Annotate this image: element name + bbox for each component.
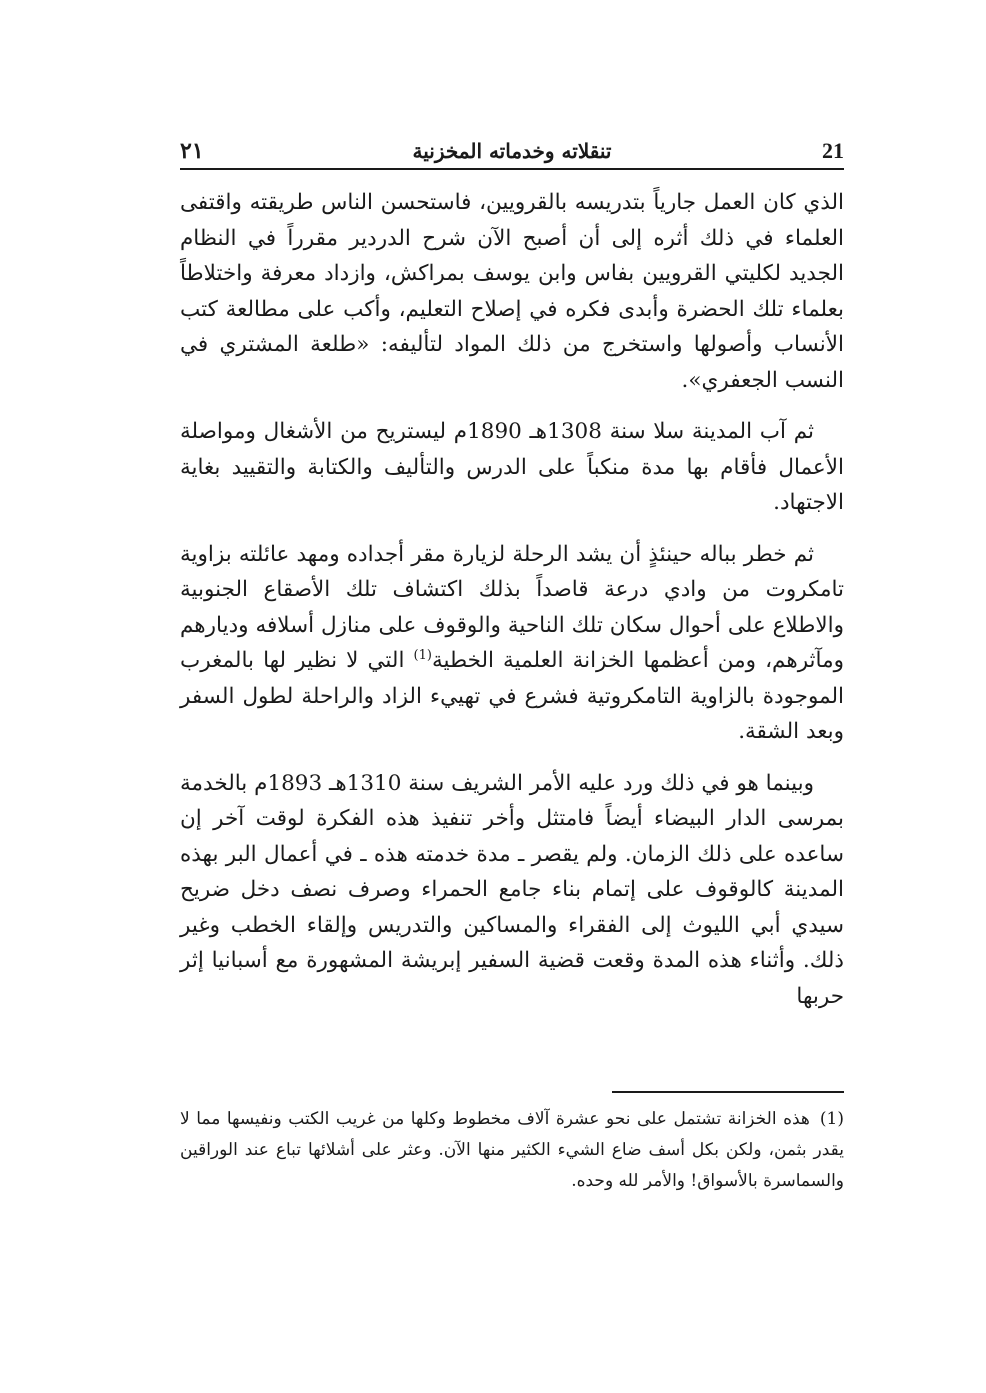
paragraph-3-continuation: بالمغرب الموجودة بالزاوية التامكروتية فشرع في تهييء الزاد والراحلة لطول السفر وبعد الشقة. bbox=[180, 648, 844, 744]
paragraph-1: الذي كان العمل جارياً بتدريسه بالقرويين، فاستحسن الناس طريقته واقتفى العلماء في ذلك أثره إلى أن أصبح الآن شرح الدردير مقرراً في النظام الجديد لكليتي القرويين بفاس وابن يوسف بمراكش، وازداد معرفة واختلاطاً بعلماء تلك الحضرة وأبدى فكره في إصلاح التعليم، وأكب على مطالعة كتب الأنساب وأصولها واستخرج من ذلك المواد لتأليفه: «طلعة المشتري في النسب الجعفري». bbox=[180, 190, 844, 393]
footnote-text: هذه الخزانة تشتمل على نحو عشرة آلاف مخطوط وكلها من غريب الكتب ونفيسها مما لا يقدر بثمن، ولكن بكل أسف ضاع الشيء الكثير منها الآن. وعثر على أشلائها تباع عند الوراقين والسماسرة بالأسواق! والأمر لله وحده. bbox=[180, 1109, 844, 1191]
paragraph-3-text: ثم خطر بباله حينئذٍ أن يشد الرحلة لزيارة مقر أجداده ومهد عائلته بزاوية تامكروت من وادي درعة قاصداً بذلك اكتشاف تلك الأصقاع الجنوبية والاطلاع على أحوال سكان تلك الناحية والوقوف على منازل أسلافه وديارهم ومآثرهم، ومن أعظمها الخزانة العلمية الخطية bbox=[180, 541, 844, 673]
footnote bbox=[180, 1104, 844, 1197]
paragraph-4: وبينما هو في ذلك ورد عليه الأمر الشريف سنة 1310هـ 1893م بالخدمة بمرسى الدار البيضاء أيضاً فامتثل وأخر تنفيذ هذه الفكرة لوقت آخر إن ساعده على ذلك الزمان. ولم يقصر ـ مدة خدمته هذه ـ في أعمال البر بهذه المدينة كالوقوف على إتمام بناء جامع الحمراء وصرف نصف دخل ضريح سيدي أبي الليوث إلى الفقراء والمساكين والتدريس وإلقاء الخطب وغير ذلك. وأثناء هذه المدة وقعت قضية السفير إبريشة المشهورة مع أسبانيا إثر حربها bbox=[180, 770, 844, 1009]
footnote-marker: (1) bbox=[819, 1109, 844, 1129]
page-header bbox=[180, 134, 844, 170]
paragraph-3-tail: التي لا نظير لها bbox=[263, 648, 414, 673]
body-text bbox=[180, 185, 844, 1030]
page-number-latin: 21 bbox=[822, 138, 844, 163]
page-number-arabic: ٢١ bbox=[180, 138, 204, 164]
running-title: تنقلاته وخدماته المخزنية bbox=[412, 139, 612, 163]
paragraph-2: ثم آب المدينة سلا سنة 1308هـ 1890م ليستريح من الأشغال ومواصلة الأعمال فأقام بها مدة منكباً على الدرس والتأليف والكتابة والتقييد بغاية الاجتهاد. bbox=[180, 419, 844, 515]
footnote-reference: (1) bbox=[413, 647, 432, 663]
paragraph-3 bbox=[180, 537, 844, 750]
footnote-separator bbox=[612, 1091, 844, 1093]
